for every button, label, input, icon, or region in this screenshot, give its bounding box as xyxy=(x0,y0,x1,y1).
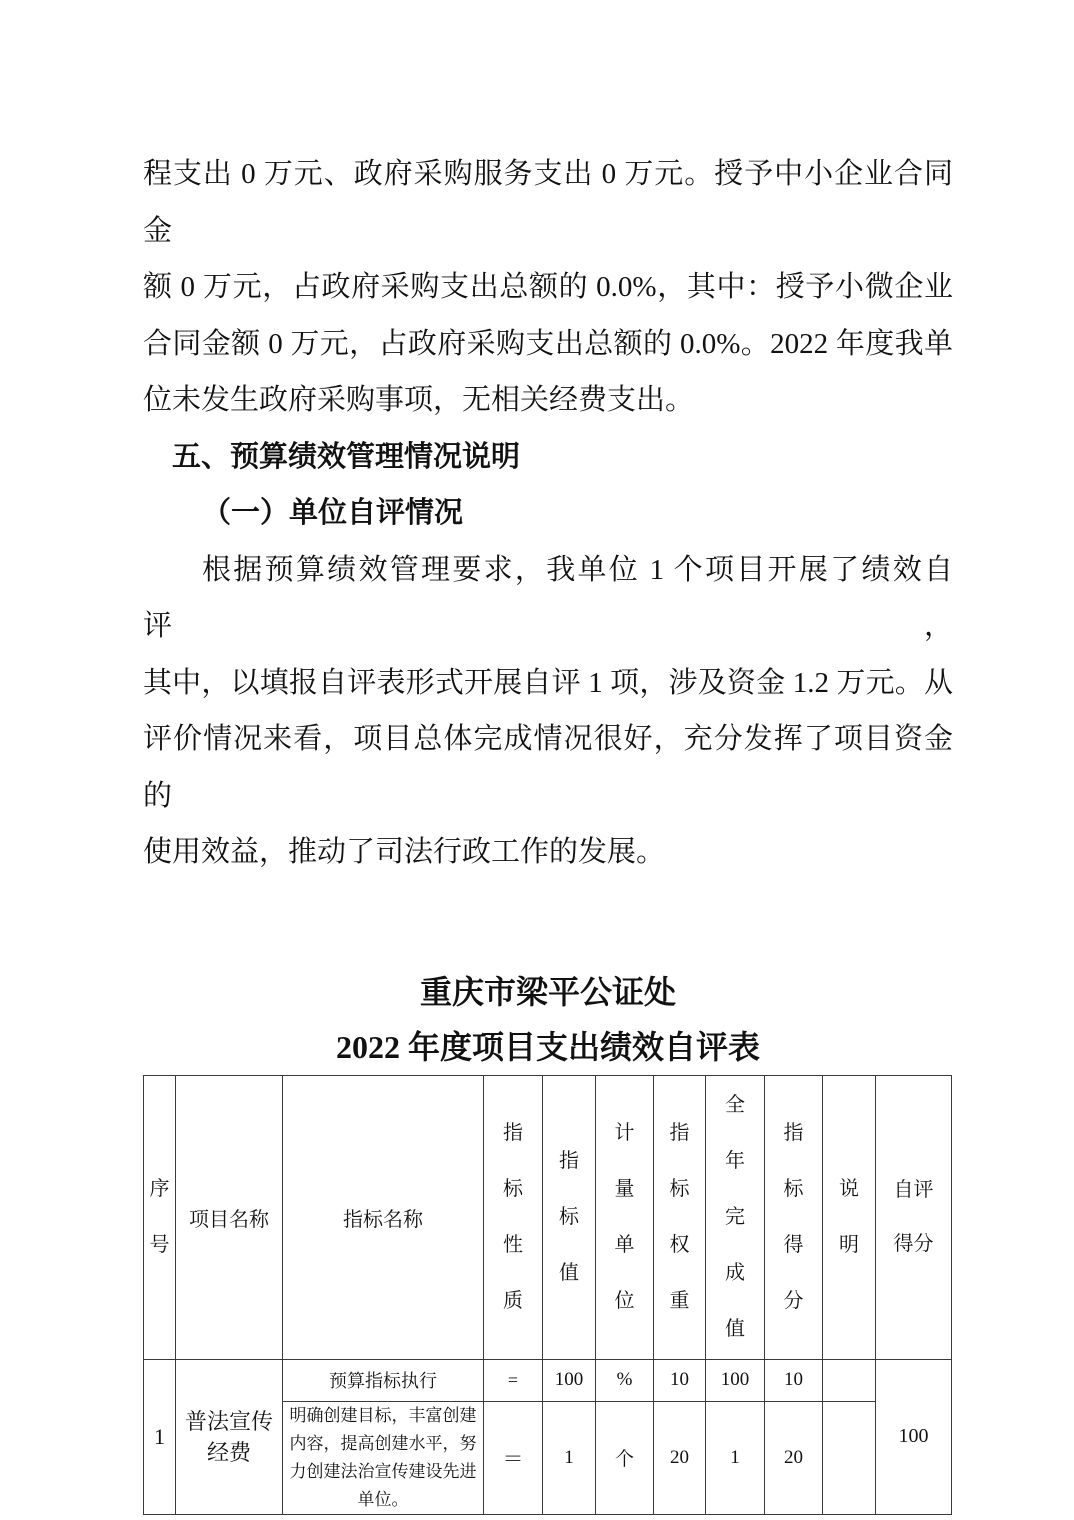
performance-self-eval-table xyxy=(143,1075,952,1515)
table-title-block xyxy=(143,965,953,1075)
section-heading: 五、预算绩效管理情况说明 xyxy=(172,440,521,473)
paragraph-line: 其中，以填报自评表形式开展自评 1 项，涉及资金 1.2 万元。从 xyxy=(143,666,953,699)
cell-indicator-name: 明确创建目标，丰富创建内容，提高创建水平，努力创建法治宣传建设先进单位。 xyxy=(283,1401,484,1514)
cell-weight: 20 xyxy=(654,1401,706,1514)
paragraph-procurement xyxy=(143,146,953,429)
table-header-row xyxy=(144,1075,952,1359)
cell-unit: 个 xyxy=(596,1401,654,1514)
paragraph-line: 额 0 万元，占政府采购支出总额的 0.0%，其中：授予小微企业 xyxy=(143,271,953,303)
col-header-indicator: 指标名称 xyxy=(283,1075,484,1359)
cell-note xyxy=(823,1401,876,1514)
cell-indicator-nature: ＝ xyxy=(484,1401,543,1514)
paragraph-self-evaluation xyxy=(143,542,953,881)
cell-unit: % xyxy=(596,1359,654,1401)
cell-indicator-name: 预算指标执行 xyxy=(283,1359,484,1401)
cell-self-score: 100 xyxy=(876,1359,952,1514)
cell-project-name: 普法宣传经费 xyxy=(176,1359,283,1514)
paragraph-line: 位未发生政府采购事项，无相关经费支出。 xyxy=(143,384,695,416)
sub-heading: （一）单位自评情况 xyxy=(202,497,464,529)
col-header-nature: 指标性质 xyxy=(484,1075,543,1359)
cell-indicator-value: 100 xyxy=(543,1359,596,1401)
paragraph-line: 根据预算绩效管理要求，我单位 1 个项目开展了绩效自评， xyxy=(143,553,953,642)
col-header-weight: 指标权重 xyxy=(654,1075,706,1359)
cell-indicator-value: 1 xyxy=(543,1401,596,1514)
org-title: 重庆市梁平公证处 xyxy=(419,973,676,1010)
col-header-project: 项目名称 xyxy=(176,1075,283,1359)
paragraph-line: 程支出 0 万元、政府采购服务支出 0 万元。授予中小企业合同金 xyxy=(143,158,953,247)
cell-weight: 10 xyxy=(654,1359,706,1401)
col-header-self-score: 自评得分 xyxy=(876,1075,952,1359)
col-header-completion: 全年完成值 xyxy=(706,1075,765,1359)
cell-completion: 100 xyxy=(706,1359,765,1401)
col-header-unit: 计量单位 xyxy=(596,1075,654,1359)
col-header-seq: 序号 xyxy=(144,1075,176,1359)
cell-completion: 1 xyxy=(706,1401,765,1514)
document-content xyxy=(143,146,953,1515)
paragraph-line: 评价情况来看，项目总体完成情况很好，充分发挥了项目资金的 xyxy=(143,723,953,812)
cell-score: 10 xyxy=(765,1359,823,1401)
paragraph-line: 合同金额 0 万元，占政府采购支出总额的 0.0%。2022 年度我单 xyxy=(143,327,953,360)
col-header-value: 指标值 xyxy=(543,1075,596,1359)
cell-note xyxy=(823,1359,876,1401)
col-header-score: 指标得分 xyxy=(765,1075,823,1359)
col-header-note: 说明 xyxy=(823,1075,876,1359)
table-row-indicator-1 xyxy=(144,1359,952,1401)
cell-score: 20 xyxy=(765,1401,823,1514)
table-title: 2022 年度项目支出绩效自评表 xyxy=(335,1028,760,1065)
paragraph-line: 使用效益，推动了司法行政工作的发展。 xyxy=(143,836,666,868)
cell-indicator-nature: = xyxy=(484,1359,543,1401)
cell-seq: 1 xyxy=(144,1359,176,1514)
